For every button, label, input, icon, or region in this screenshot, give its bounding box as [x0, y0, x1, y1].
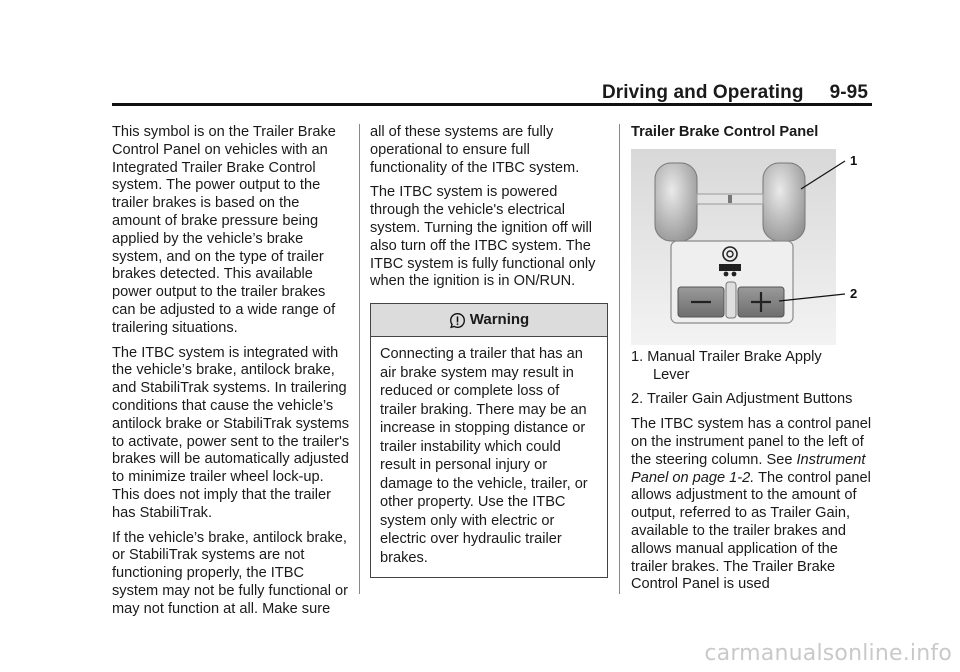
- paragraph: This symbol is on the Trailer Brake Control Panel on vehicles with an Integrated Trailer Brake Control system. The power output to the trailer brakes is based on the amount of brake pressure being applied by the vehicle’s brake system, and on the type of trailer brakes detected. This available power output to the trailer brakes can be adjusted to a wide range of trailering situations.: [112, 124, 336, 336]
- paragraph-text: The ITBC system has a control panel on the instrument panel to the left of the steering column. See: [631, 416, 872, 468]
- column-divider: [359, 124, 360, 594]
- warning-box: [370, 303, 608, 578]
- callout-2-label: 2: [850, 285, 858, 301]
- header-rule: [112, 103, 872, 106]
- list-number: 2.: [631, 391, 644, 408]
- column-3: [631, 124, 876, 601]
- column-1: [112, 124, 352, 626]
- figure-title: Trailer Brake Control Panel: [631, 124, 819, 140]
- section-title: Driving and Operating: [601, 82, 804, 103]
- list-item: [631, 349, 876, 385]
- warning-text: Connecting a trailer that has an air brake system may result in reduced or complete loss of trailer braking. There may be an increase in stopping distance or trailer instability which could result in personal injury or damage to the vehicle, trailer, or other property. Use the ITBC system only with electric or electric over hydraulic trailer brakes.: [380, 346, 588, 566]
- paragraph: The ITBC system is powered through the vehicle's electrical system. Turning the ignition off will also turn off the ITBC system. The ITBC system is fully functional only when the ignition is in ON/RUN.: [370, 184, 596, 290]
- page-header: [602, 82, 868, 104]
- list-text: Trailer Gain Adjustment Buttons: [646, 391, 853, 408]
- paragraph: If the vehicle’s brake, antilock brake, or StabiliTrak systems are not functioning properly, the ITBC system may not be fully functional or may not function at all. Make sure: [112, 529, 349, 617]
- warning-icon: [449, 312, 466, 329]
- paragraph-text: The control panel allows adjustment to the amount of output, referred to as Trailer Gain, available to the trailer brakes and allows manual application of the trailer brakes. The Trailer Brake Control Panel is used: [631, 469, 871, 593]
- column-2: [370, 124, 610, 578]
- warning-header: [371, 304, 607, 337]
- callout-1-label: 1: [850, 152, 858, 168]
- column-divider: [619, 124, 620, 594]
- list-number: 1.: [631, 348, 644, 365]
- paragraph: The ITBC system is integrated with the vehicle’s brake, antilock brake, and StabiliTrak systems. In trailering conditions that cause the vehicle’s antilock brake or StabiliTrak systems to activate, power sent to the trailer's brakes will be automatically adjusted to minimize trailer wheel lock-up. This does not imply that the trailer has StabiliTrak.: [112, 344, 350, 521]
- warning-title: Warning: [469, 311, 530, 329]
- paragraph: [631, 416, 876, 594]
- list-text-continued: Lever: [653, 366, 690, 383]
- trailer-brake-panel-illustration: [631, 149, 876, 345]
- page-number: 9-95: [829, 82, 868, 103]
- list-item: [631, 391, 876, 409]
- watermark: carmanualsonline.info: [704, 641, 952, 666]
- cross-reference-link[interactable]: Instrument Panel on page 1-2.: [631, 451, 866, 486]
- list-text: Manual Trailer Brake Apply: [647, 348, 822, 365]
- paragraph: all of these systems are fully operational to ensure full functionality of the ITBC system.: [370, 124, 580, 176]
